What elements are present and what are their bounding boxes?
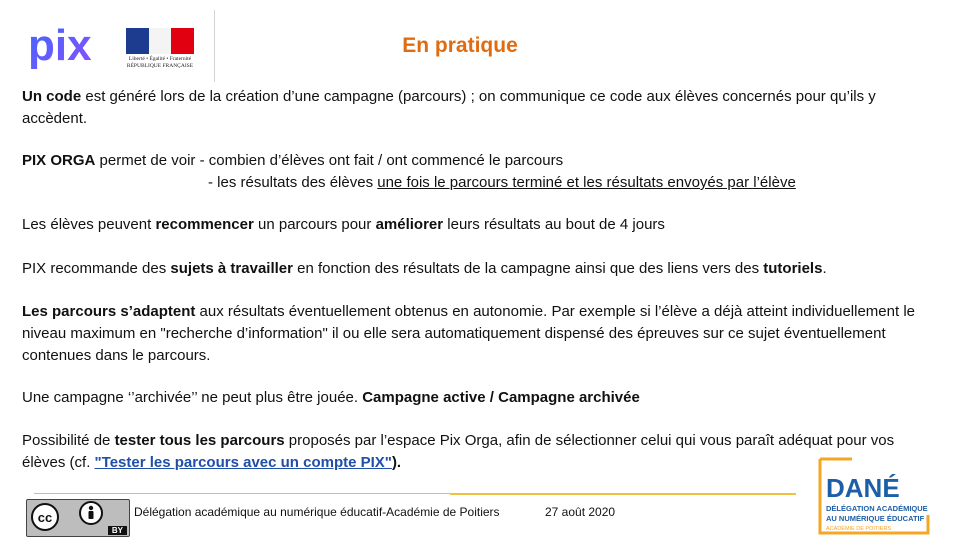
cc-icon — [31, 503, 59, 531]
page-title: En pratique — [402, 34, 518, 57]
french-flag-icon — [126, 28, 194, 54]
p4-t3: . — [822, 260, 827, 277]
p7-t2: proposés par l’espace Pix Orga, afin de sélectionner celui qui vous paraît adéquat pour vos élèves (cf. — [22, 432, 895, 471]
dane-logo — [812, 455, 936, 539]
p5-text: aux résultats éventuellement obtenus en autonomie. Par exemple si l’élève a déjà atteint individuellement le niveau maximum en "recherche d’information" il ou elle sera automatiquement dispensé des épreuves sur ce sujet éventuellement contenues dans le parcours. — [22, 303, 915, 364]
paragraph-recommencer — [22, 214, 922, 236]
attribution-icon — [79, 501, 103, 525]
p4-b1: sujets à travailler — [170, 260, 293, 277]
pix-logo — [28, 14, 108, 78]
p2-text1: permet de voir - combien d’élèves ont fait / ont commencé le parcours — [95, 152, 564, 169]
republique-francaise-logo — [122, 28, 198, 74]
dane-logo-line2: AU NUMÉRIQUE ÉDUCATIF — [826, 514, 925, 523]
cc-by-label: BY — [108, 526, 127, 535]
dane-logo-line3: ACADÉMIE DE POITIERS — [826, 526, 892, 532]
header-separator — [214, 10, 215, 82]
p3-t3: leurs résultats au bout de 4 jours — [443, 216, 665, 233]
p1-text: est généré lors de la création d’une campagne (parcours) ; on communique ce code aux élèves concernés pour qu’ils y accèdent. — [22, 88, 876, 127]
p2-line2-prefix: - les résultats des élèves — [208, 174, 378, 191]
p3-b2: améliorer — [375, 216, 444, 233]
paragraph-recommande — [22, 258, 922, 280]
p4-t1: PIX recommande des — [22, 260, 171, 277]
p4-t2: en fonction des résultats de la campagne ainsi que des liens vers des — [292, 260, 764, 277]
creative-commons-badge — [26, 499, 130, 537]
tester-parcours-link[interactable]: "Tester les parcours avec un compte PIX" — [94, 454, 392, 471]
pix-logo-text: pix — [28, 21, 92, 70]
p3-b1: recommencer — [155, 216, 254, 233]
paragraph-archivee — [22, 387, 922, 409]
p2-bold: PIX ORGA — [22, 152, 96, 169]
footer-divider-accent — [450, 493, 796, 495]
p7-t1: Possibilité de — [22, 432, 115, 449]
p7-t3: ). — [391, 454, 402, 471]
p6-bold: Campagne active / Campagne archivée — [362, 389, 640, 406]
p4-b2: tutoriels — [763, 260, 823, 277]
dane-logo-name: DANÉ — [826, 473, 900, 503]
rf-motto: Liberté • Égalité • Fraternité — [128, 56, 192, 62]
footer-date: 27 août 2020 — [545, 505, 616, 519]
cc-label: cc — [37, 510, 53, 525]
paragraph-tester — [22, 430, 922, 474]
p1-bold: Un code — [22, 88, 82, 105]
p7-b1: tester tous les parcours — [114, 432, 285, 449]
p2-line2-underlined: une fois le parcours terminé et les résultats envoyés par l’élève — [377, 174, 796, 191]
footer-organization: Délégation académique au numérique éducatif-Académie de Poitiers — [134, 505, 500, 519]
paragraph-code — [22, 86, 922, 130]
rf-name: RÉPUBLIQUE FRANÇAISE — [126, 63, 194, 69]
dane-logo-line1: DÉLÉGATION ACADÉMIQUE — [826, 504, 928, 513]
paragraph-adaptent — [22, 301, 922, 367]
p5-bold: Les parcours s’adaptent — [22, 303, 196, 320]
p6-text: Une campagne ‘’archivée’’ ne peut plus être jouée. — [22, 389, 363, 406]
p3-t1: Les élèves peuvent — [22, 216, 156, 233]
paragraph-pix-orga — [22, 150, 922, 194]
p3-t2: un parcours pour — [253, 216, 376, 233]
